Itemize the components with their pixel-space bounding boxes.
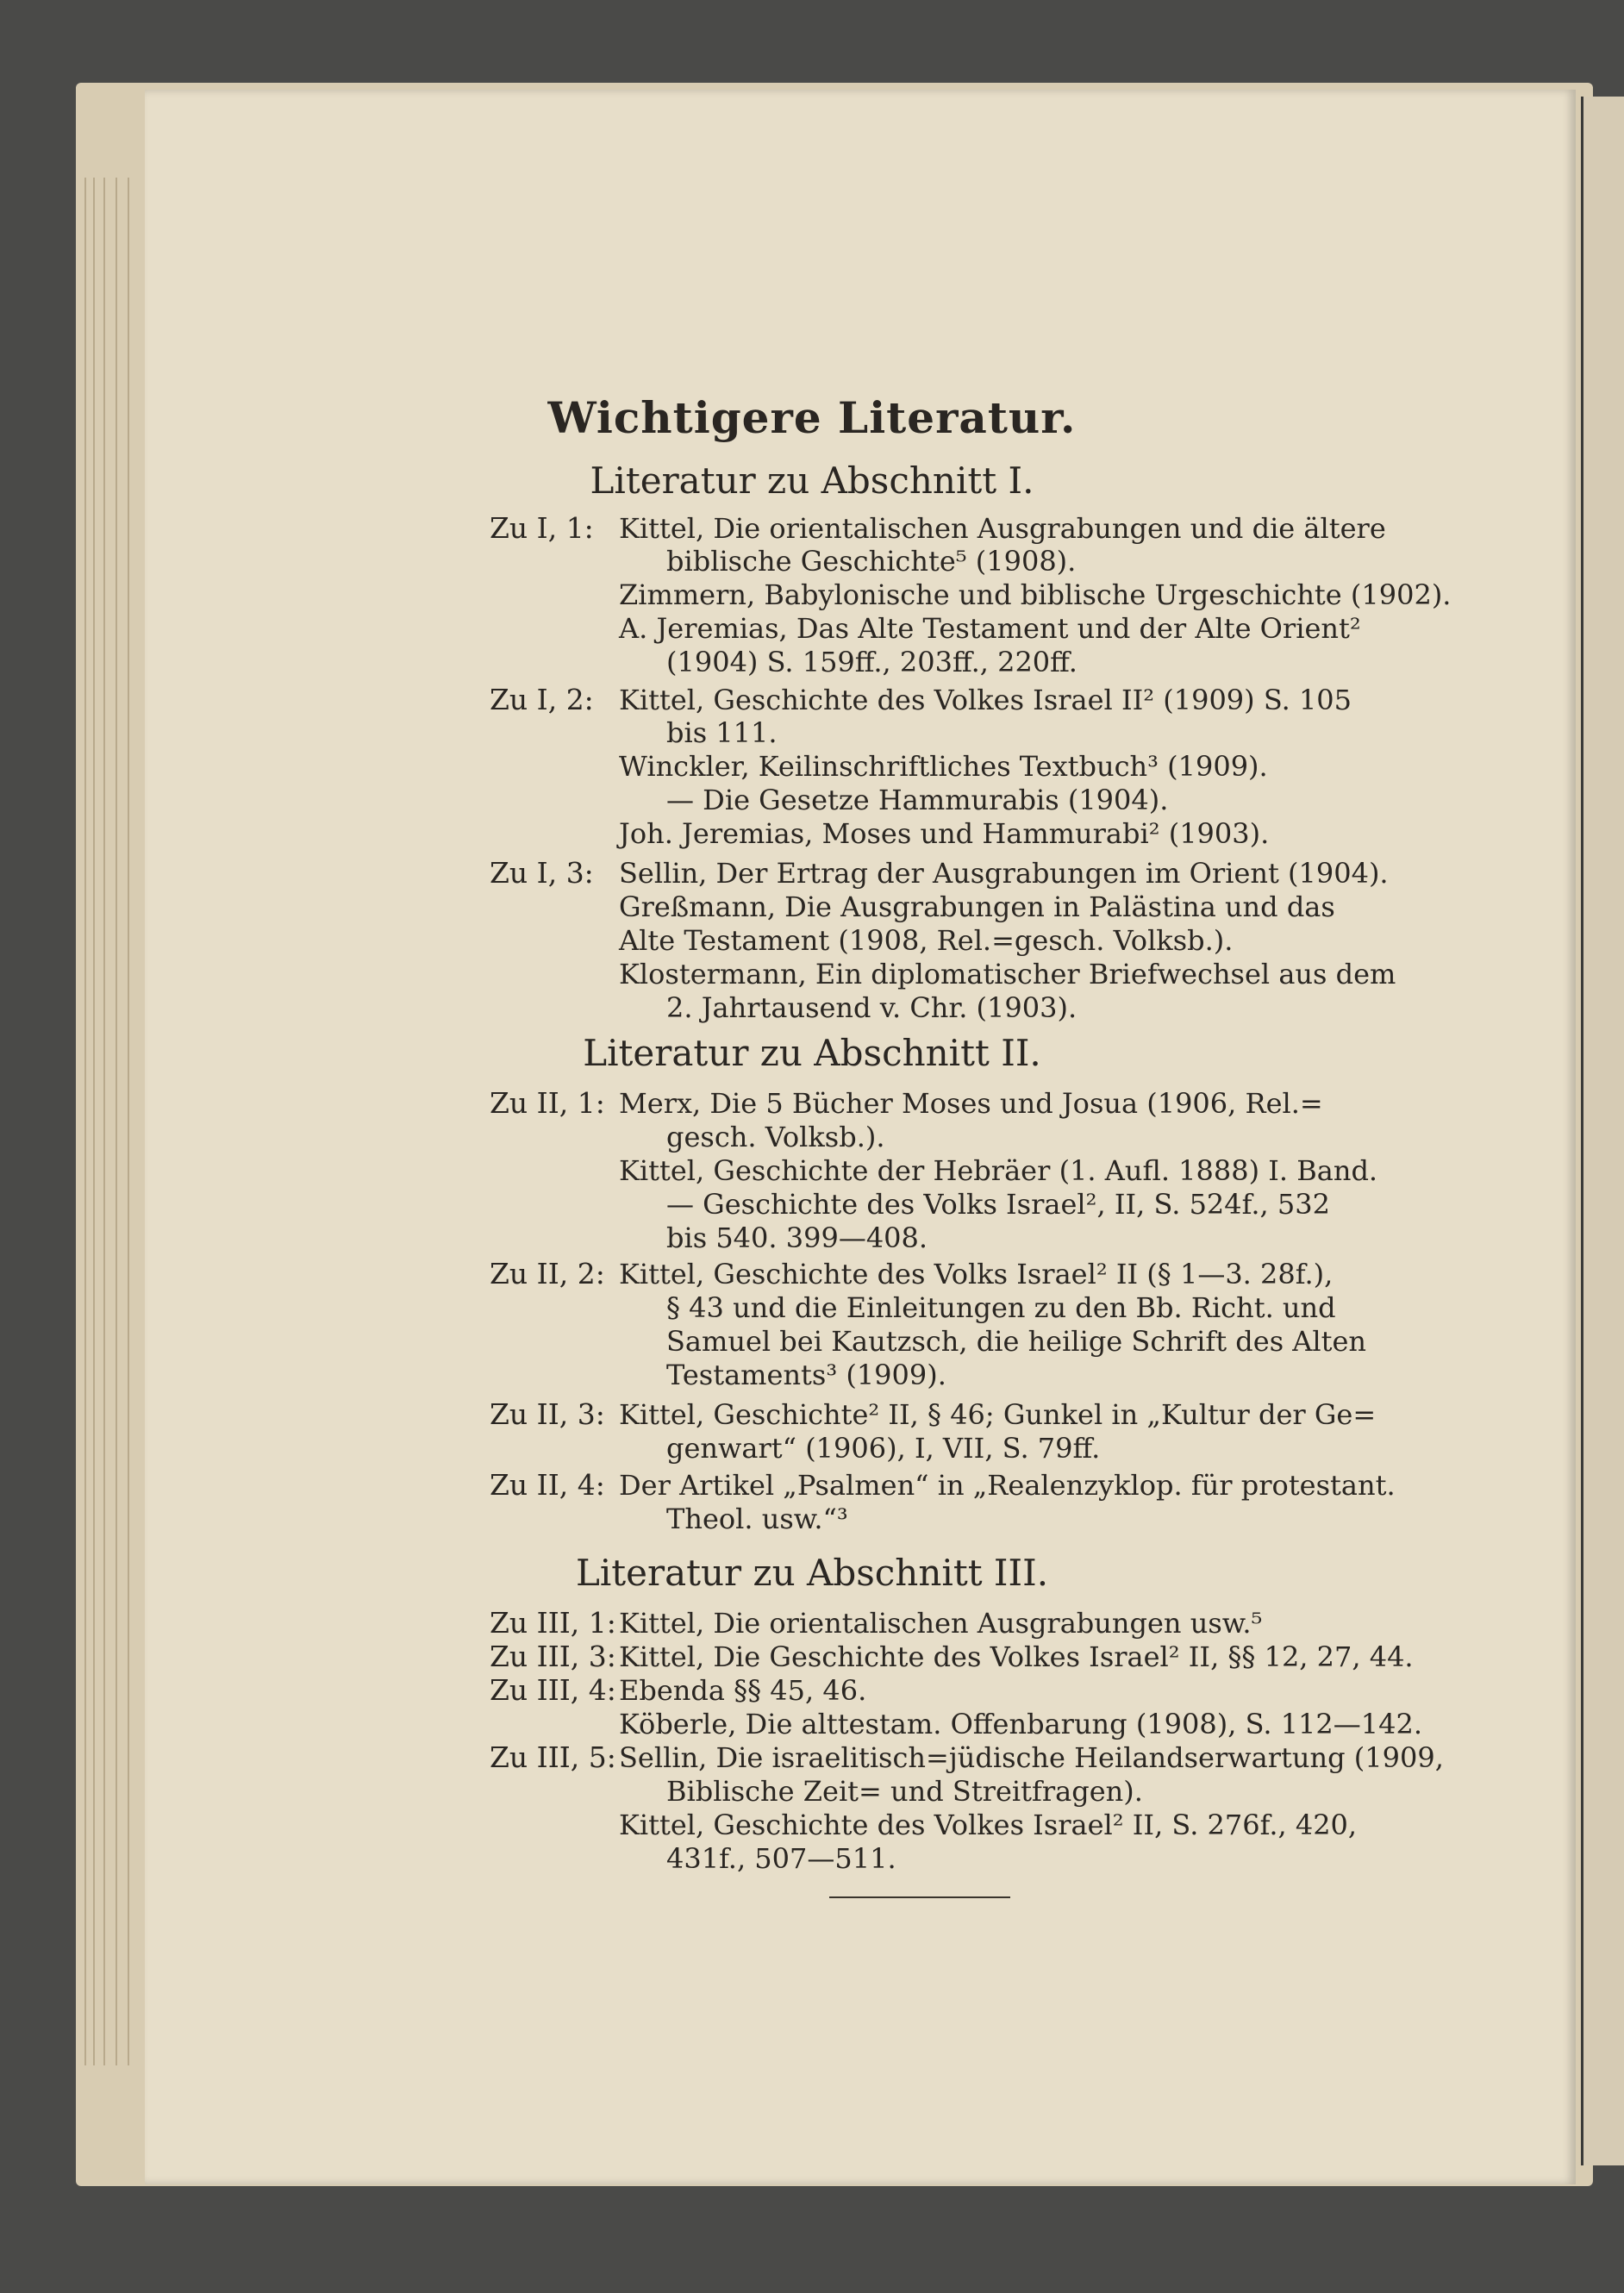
literature-line: 431f., 507—511.	[666, 1842, 896, 1875]
literature-line: — Geschichte des Volks Israel², II, S. 524f., 532	[666, 1188, 1330, 1221]
reference-label: Zu III, 3:	[490, 1640, 616, 1673]
literature-line: Biblische Zeit= und Streitfragen).	[666, 1775, 1143, 1808]
reference-label: Zu III, 1:	[490, 1606, 616, 1640]
literature-line: § 43 und die Einleitungen zu den Bb. Richt. und	[666, 1291, 1336, 1324]
literature-line: Kittel, Geschichte des Volkes Israel² II, S. 276f., 420,	[619, 1809, 1358, 1841]
literature-line: biblische Geschichte⁵ (1908).	[666, 545, 1077, 578]
literature-line: Samuel bei Kautzsch, die heilige Schrift des Alten	[666, 1325, 1367, 1358]
section-heading-1: Literatur zu Abschnitt I.	[590, 459, 1034, 502]
literature-line: Testaments³ (1909).	[666, 1359, 946, 1391]
literature-line: A. Jeremias, Das Alte Testament und der Alte Orient²	[619, 612, 1361, 645]
section-heading-3: Literatur zu Abschnitt III.	[575, 1552, 1049, 1594]
literature-line: (1904) S. 159ff., 203ff., 220ff.	[666, 646, 1077, 678]
literature-line: Kittel, Geschichte des Volkes Israel II² (1909) S. 105	[619, 684, 1352, 716]
literature-line: Winckler, Keilinschriftliches Textbuch³ (1909).	[619, 750, 1268, 783]
literature-line: Alte Testament (1908, Rel.=gesch. Volksb.).	[619, 924, 1234, 957]
reference-label: Zu III, 4:	[490, 1673, 616, 1707]
literature-line: Kittel, Die orientalischen Ausgrabungen und die ältere	[619, 512, 1386, 545]
page-title: Wichtigere Literatur.	[547, 392, 1077, 443]
reference-label: Zu I, 2:	[490, 683, 594, 716]
literature-line: Greßmann, Die Ausgrabungen in Palästina und das	[619, 890, 1335, 923]
literature-line: Kittel, Die orientalischen Ausgrabungen usw.⁵	[619, 1607, 1263, 1640]
reference-label: Zu I, 3:	[490, 856, 594, 890]
literature-line: Zimmern, Babylonische und biblische Urgeschichte (1902).	[619, 578, 1452, 611]
literature-line: Sellin, Der Ertrag der Ausgrabungen im Orient (1904).	[619, 857, 1389, 890]
section-heading-2: Literatur zu Abschnitt II.	[583, 1032, 1041, 1074]
literature-line: Köberle, Die alttestam. Offenbarung (1908), S. 112—142.	[619, 1708, 1423, 1740]
reference-label: Zu I, 1:	[490, 511, 594, 545]
reference-label: Zu II, 1:	[490, 1086, 605, 1120]
end-rule	[829, 1896, 1010, 1898]
literature-line: — Die Gesetze Hammurabis (1904).	[666, 784, 1169, 816]
literature-line: Klostermann, Ein diplomatischer Briefwechsel aus dem	[619, 958, 1396, 990]
literature-line: Kittel, Die Geschichte des Volkes Israel² II, §§ 12, 27, 44.	[619, 1640, 1414, 1673]
literature-line: bis 111.	[666, 716, 778, 749]
literature-line: Joh. Jeremias, Moses und Hammurabi² (1903).	[619, 817, 1270, 850]
literature-line: Kittel, Geschichte der Hebräer (1. Aufl. 1888) I. Band.	[619, 1154, 1378, 1187]
literature-line: Merx, Die 5 Bücher Moses und Josua (1906, Rel.=	[619, 1087, 1323, 1120]
literature-line: 2. Jahrtausend v. Chr. (1903).	[666, 991, 1077, 1024]
reference-label: Zu II, 3:	[490, 1397, 605, 1431]
literature-line: Ebenda §§ 45, 46.	[619, 1674, 867, 1707]
literature-line: Der Artikel „Psalmen“ in „Realenzyklop. für protestant.	[619, 1469, 1396, 1502]
literature-line: Theol. usw.“³	[666, 1503, 848, 1535]
literature-line: genwart“ (1906), I, VII, S. 79ff.	[666, 1432, 1101, 1465]
reference-label: Zu II, 4:	[490, 1468, 605, 1502]
literature-line: Kittel, Geschichte² II, § 46; Gunkel in „Kultur der Ge=	[619, 1398, 1377, 1431]
literature-line: bis 540. 399—408.	[666, 1221, 928, 1254]
literature-line: Kittel, Geschichte des Volks Israel² II (§ 1—3. 28f.),	[619, 1258, 1334, 1290]
literature-line: gesch. Volksb.).	[666, 1121, 885, 1153]
reference-label: Zu II, 2:	[490, 1257, 605, 1290]
literature-line: Sellin, Die israelitisch=jüdische Heilandserwartung (1909,	[619, 1741, 1444, 1774]
reference-label: Zu III, 5:	[490, 1740, 616, 1774]
